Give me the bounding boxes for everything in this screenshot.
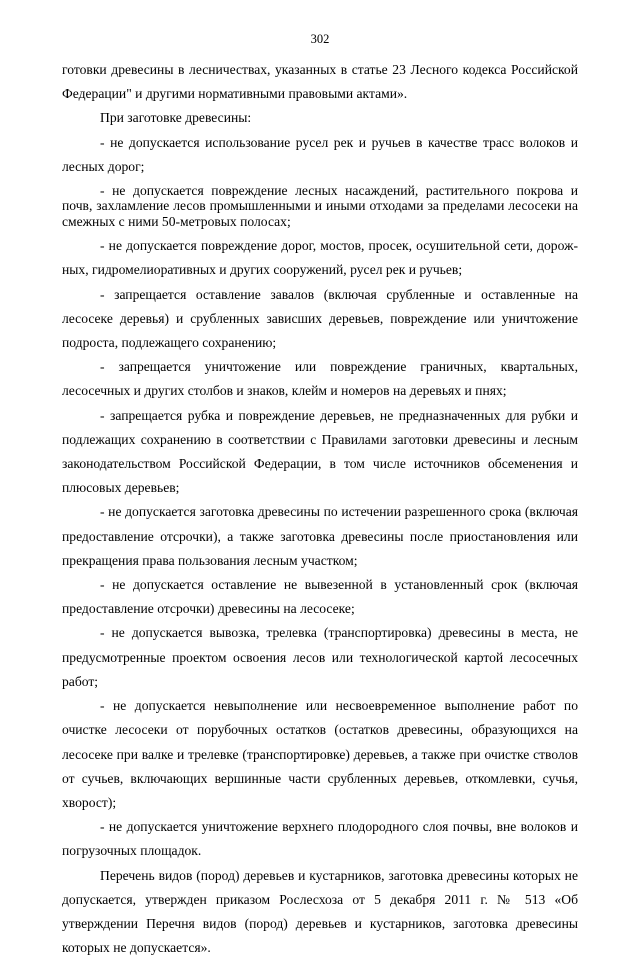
paragraph-continuation: готовки древесины в лесничествах, указанных в статье 23 Лесного кодекса Российской Федерации" и другими нормативными правовыми актами». [62, 62, 578, 102]
paragraph-intro: При заготовке древесины: [100, 110, 252, 126]
list-item: - не допускается уничтожение верхнего плодородного слоя почвы, вне волоков и погрузочных площадок. [62, 819, 578, 859]
list-item: - запрещается оставление завалов (включая срубленные и оставленные на лесосеке деревья) и срубленных зависших деревьев, повреждение или уничтожение подроста, подлежащего сохранению; [62, 286, 578, 351]
page-number: 302 [310, 32, 330, 46]
list-item: - не допускается повреждение лесных насаждений, растительного покрова и почв, захламление лесов промышленными и иными отходами за пределами лесосеки на смежных с ними 50-метровых полосах; [62, 183, 578, 229]
list-item: - не допускается вывозка, трелевка (транспортировка) древесины в места, не предусмотренные проектом освоения лесов или технологической картой лесосечных работ; [62, 625, 578, 689]
list-item: - не допускается невыполнение или несвоевременное выполнение работ по очистке лесосеки от порубочных остатков (остатков древесины, образующихся на лесосеке при валке и трелевке (транспортировке) деревьев, а также при очистке стволов от сучьев, включающих вершинные части срубленных деревьев, откомлевки, сучья, хворост); [62, 698, 578, 810]
list-item: - не допускается заготовка древесины по истечении разрешенного срока (включая предоставление отсрочки), а также заготовка древесины после приостановления или прекращения права пользования лесным участком; [62, 504, 578, 568]
list-item: - не допускается оставление не вывезенной в установленный срок (включая предоставление отсрочки) древесины на лесосеке; [62, 577, 578, 617]
body-text [62, 58, 578, 960]
list-item: - не допускается повреждение дорог, мостов, просек, осушительной сети, дорожных, гидромелиоративных и других сооружений, русел рек и ручьев; [62, 238, 578, 278]
list-item: - запрещается уничтожение или повреждение граничных, квартальных, лесосечных и других столбов и знаков, клейм и номеров на деревьях и пнях; [62, 359, 578, 399]
list-item: - запрещается рубка и повреждение деревьев, не предназначенных для рубки и подлежащих сохранению в соответствии с Правилами заготовки древесины и лесным законодательством Российской Федерации, в том числе источников обсеменения и плюсовых деревьев; [62, 407, 578, 496]
paragraph-closing: Перечень видов (пород) деревьев и кустарников, заготовка древесины которых не допускается, утвержден приказом Рослесхоза от 5 декабря 2011 г. № 513 «Об утверждении Перечня видов (пород) деревьев и кустарников, заготовка древесины которых не допускается». [62, 867, 578, 956]
list-item: - не допускается использование русел рек и ручьев в качестве трасс волоков и лесных дорог; [62, 134, 578, 174]
